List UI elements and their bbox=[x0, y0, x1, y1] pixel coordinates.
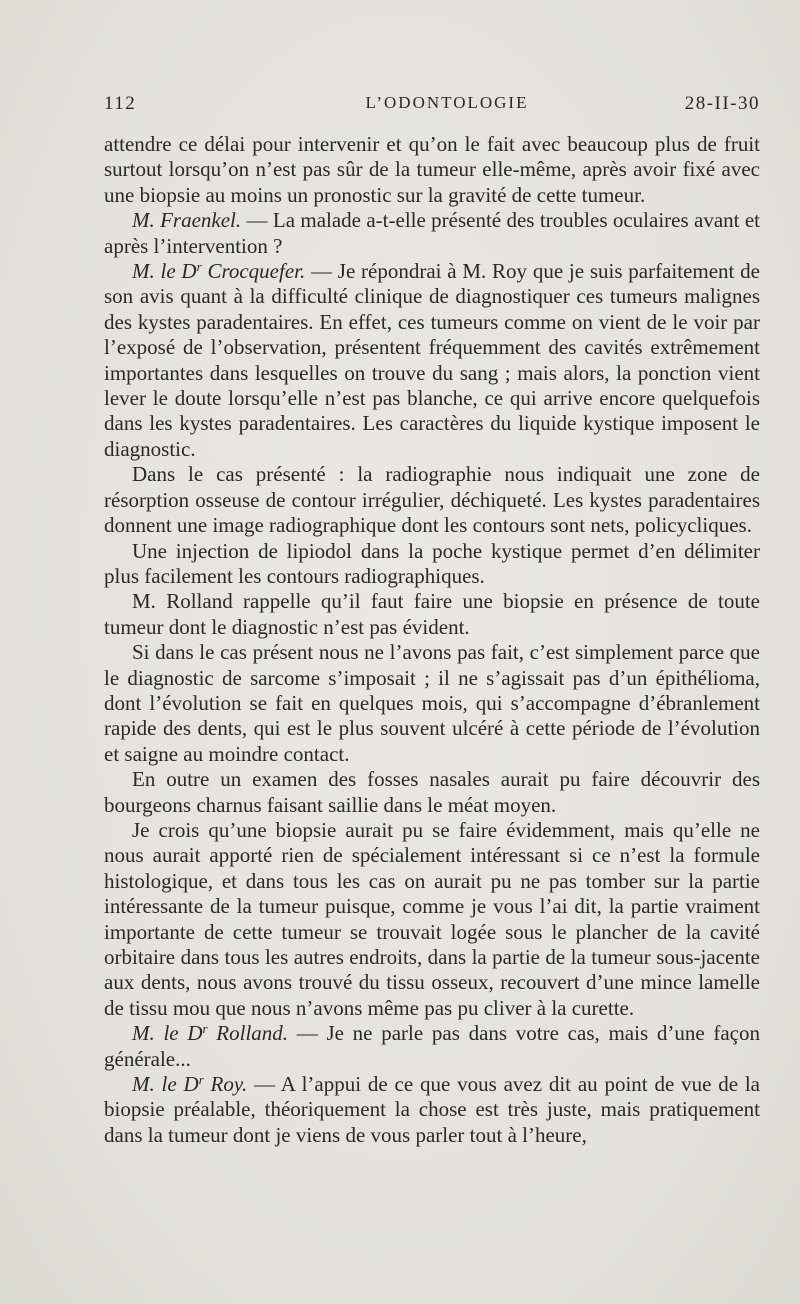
speaker-name: M. le $D^r$ Crocquefer. bbox=[132, 259, 306, 284]
paragraph: Je crois qu’une biopsie aurait pu se faire évidemment, mais qu’elle ne nous aurait apporté rien de spécialement intéressant si ce n’est la formule histologique, et dans tous les cas on aurait pu ne pas tomber sur la partie intéressante de la tumeur puisque, comme je vous l’ai dit, la partie vraiment importante de cette tumeur se trouvait logée sous le plancher de la cavité orbitaire dans tous les autres endroits, dans la partie de la tumeur sous-jacente aux dents, nous avons trouvé du tissu osseux, recouvert d’une mince lamelle de tissu mou que nous n’avons même pas pu cliver à la curette. bbox=[104, 817, 760, 1020]
issue-date: 28-II-30 bbox=[684, 93, 760, 114]
speaker-name: M. Fraenkel. bbox=[132, 208, 242, 233]
body-text bbox=[104, 132, 760, 1148]
paragraph: M. le $D^r$ Rolland. — Je ne parle pas dans votre cas, mais d’une façon générale... bbox=[104, 1021, 760, 1071]
paragraph: attendre ce délai pour intervenir et qu’on le fait avec beaucoup plus de fruit surtout lorsqu’on n’est pas sûr de la tumeur elle-même, après avoir fixé avec une biopsie au moins un pronostic sur la gravité de cette tumeur. bbox=[104, 132, 760, 207]
paragraph: Une injection de lipiodol dans la poche kystique permet d’en délimiter plus facilement les contours radiographiques. bbox=[104, 538, 760, 588]
paragraph: M. le $D^r$ Roy. — A l’appui de ce que vous avez dit au point de vue de la biopsie préalable, théoriquement la chose est très juste, mais pratiquement dans la tumeur dont je viens de vous parler tout à l’heure, bbox=[104, 1072, 760, 1147]
speaker-name: M. le $D^r$ Rolland. bbox=[132, 1021, 289, 1046]
running-header bbox=[104, 93, 760, 117]
paragraph: Dans le cas présenté : la radiographie nous indiquait une zone de résorption osseuse de contour irrégulier, déchiqueté. Les kystes paradentaires donnent une image radiographique dont les contours sont nets, policycliques. bbox=[104, 462, 760, 538]
speaker-name: M. le $D^r$ Roy. bbox=[132, 1072, 248, 1097]
running-title: L’ODONTOLOGIE bbox=[365, 93, 529, 112]
page-number: 112 bbox=[104, 93, 137, 114]
paragraph: En outre un examen des fosses nasales aurait pu faire découvrir des bourgeons charnus faisant saillie dans le méat moyen. bbox=[104, 767, 760, 817]
paragraph: Si dans le cas présent nous ne l’avons pas fait, c’est simplement parce que le diagnostic de sarcome s’imposait ; il ne s’agissait pas d’un épithélioma, dont l’évolution se fait en quelques mois, qui s’accompagne d’ébranlement rapide des dents, qui est le plus souvent ulcéré à cette période de l’évolution et saigne au moindre contact. bbox=[104, 640, 760, 766]
paragraph: M. Fraenkel. — La malade a-t-elle présenté des troubles oculaires avant et après l’intervention ? bbox=[104, 208, 760, 258]
paragraph: M. le $D^r$ Crocquefer. — Je répondrai à M. Roy que je suis parfaitement de son avis quant à la difficulté clinique de diagnostiquer ces tumeurs malignes des kystes paradentaires. En effet, ces tumeurs comme on vient de le voir par l’exposé de l’observation, présentent fréquemment des cavités extrêmement importantes dans lesquelles on trouve du sang ; mais alors, la ponction vient lever le doute lorsqu’elle n’est pas blanche, ce qui arrive encore quelquefois dans les kystes paradentaires. Les caractères du liquide kystique imposent le diagnostic. bbox=[104, 259, 760, 461]
paragraph: M. Rolland rappelle qu’il faut faire une biopsie en présence de toute tumeur dont le diagnostic n’est pas évident. bbox=[104, 589, 760, 639]
